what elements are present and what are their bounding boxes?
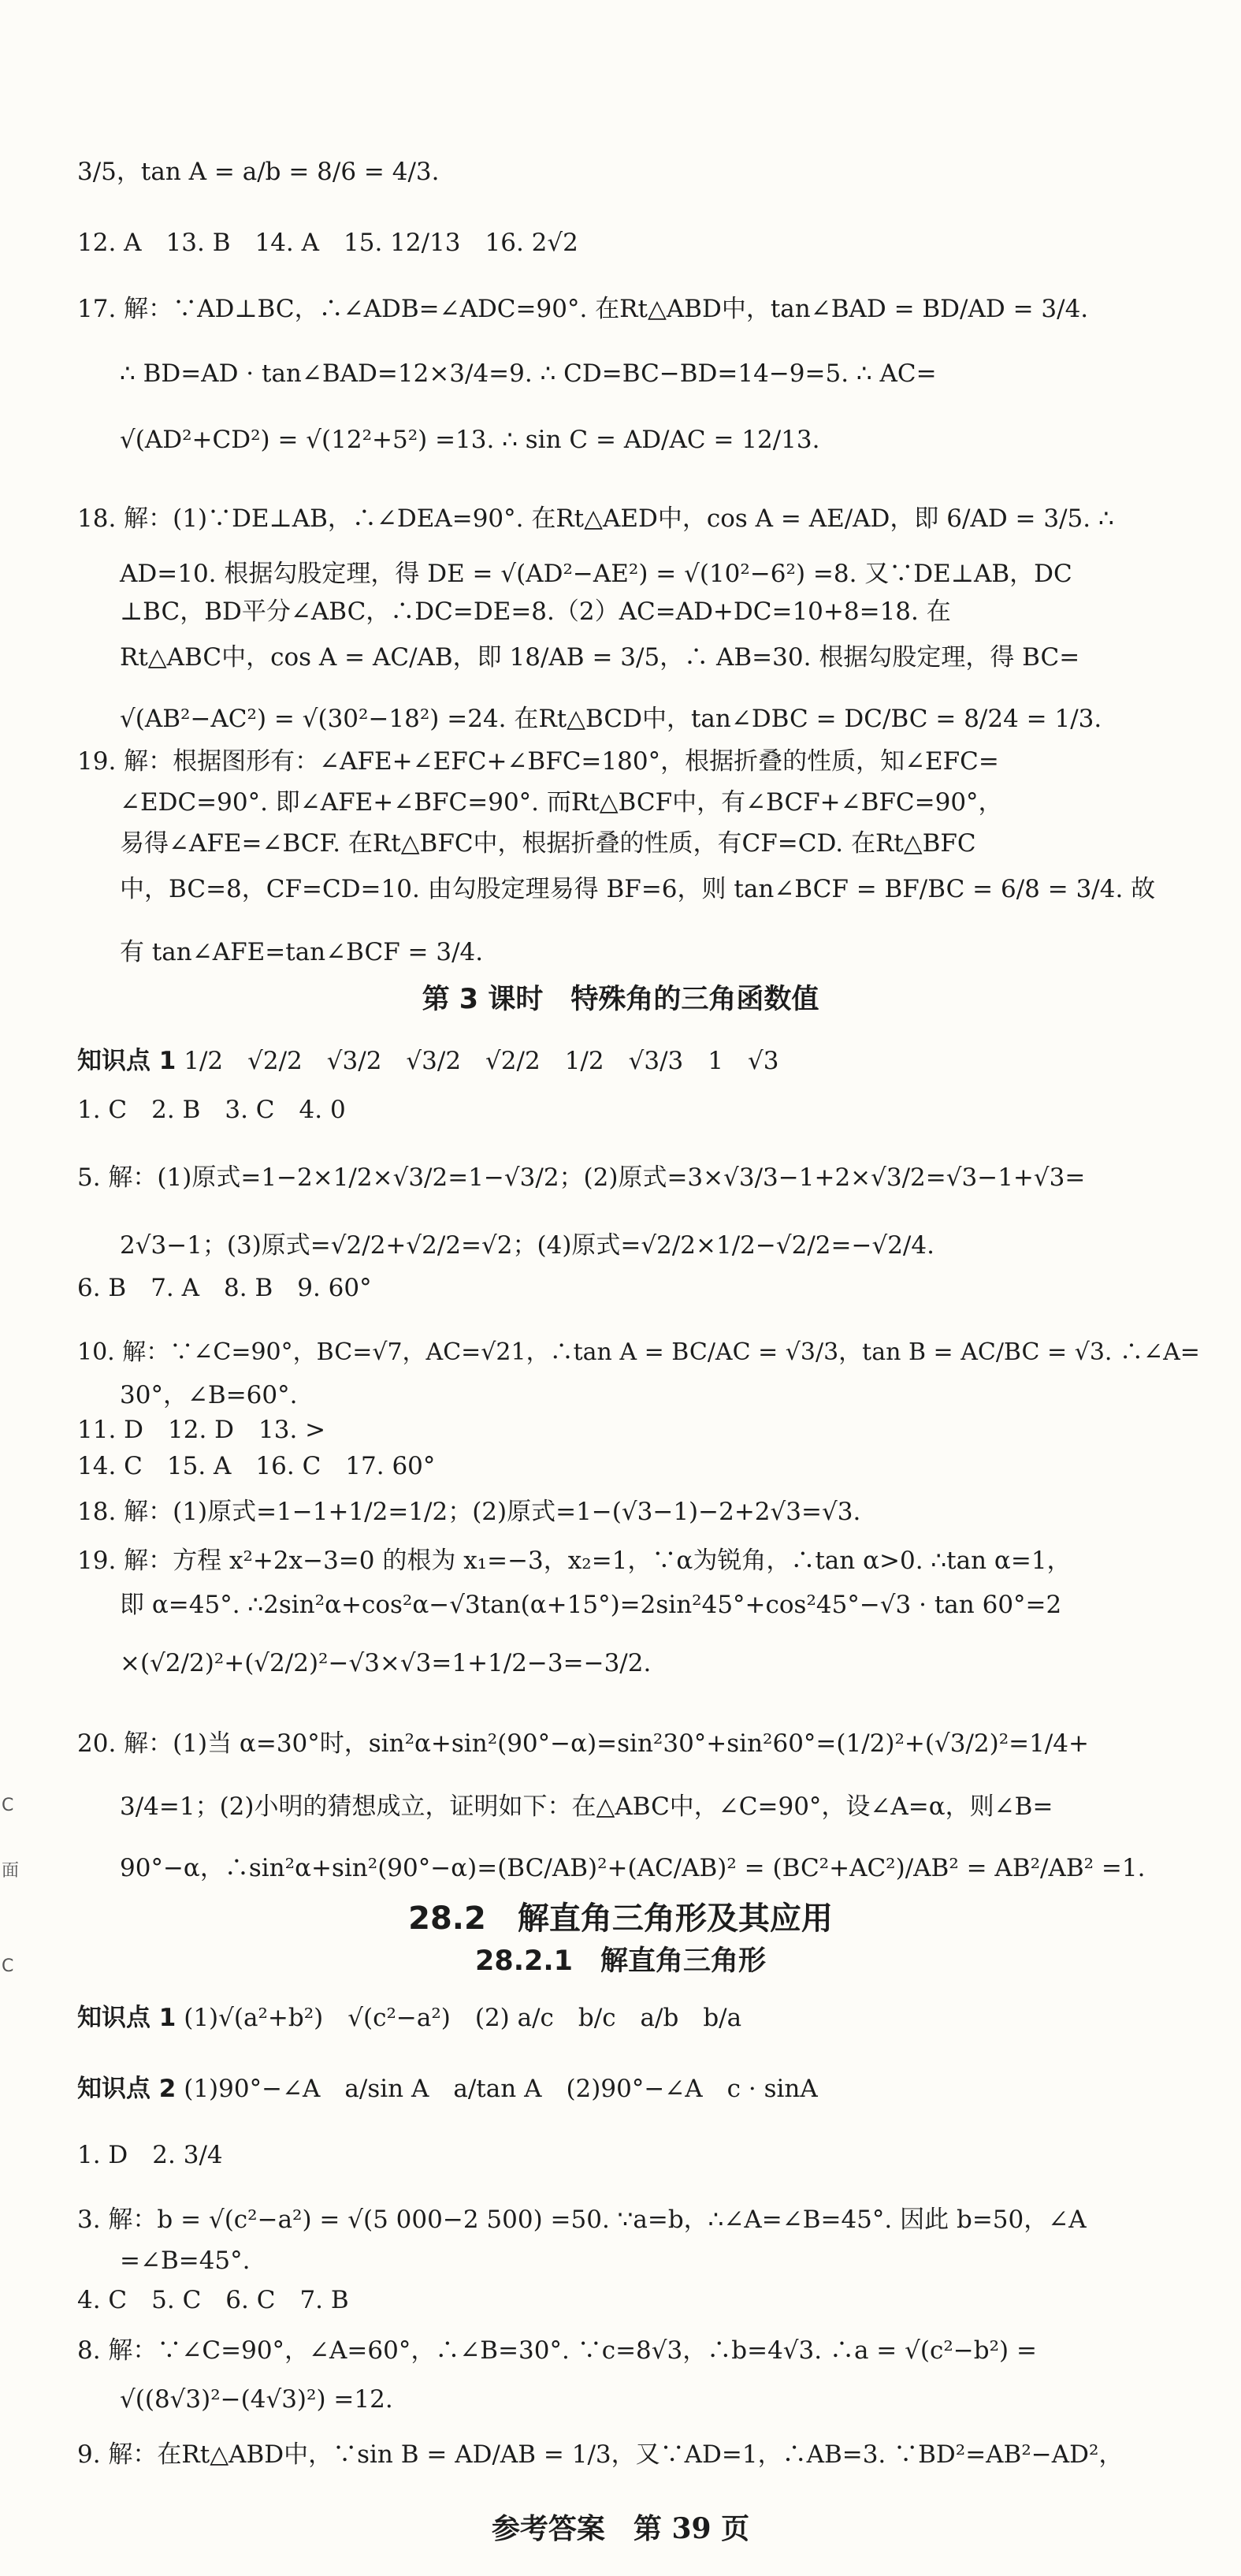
knowledge-point-label: 知识点 1 xyxy=(77,2004,176,2032)
knowledge-point-label: 知识点 1 xyxy=(77,1047,176,1075)
answer-line: 1. C 2. B 3. C 4. 0 xyxy=(77,1096,346,1124)
answer-line: 17. 解：∵AD⊥BC，∴∠ADB=∠ADC=90°. 在Rt△ABD中，tan∠BAD = BD/AD = 3/4. xyxy=(77,295,1089,323)
answer-line: 18. 解：(1)原式=1−1+1/2=1/2；(2)原式=1−(√3−1)−2+2√3=√3. xyxy=(77,1498,861,1526)
answer-line: 即 α=45°. ∴2sin²α+cos²α−√3tan(α+15°)=2sin²45°+cos²45°−√3 · tan 60°=2 xyxy=(120,1591,1062,1619)
section-heading: 28.2 解直角三角形及其应用 xyxy=(408,1900,833,1937)
answer-line: AD=10. 根据勾股定理，得 DE = √(AD²−AE²) = √(10²−6²) =8. 又∵DE⊥AB，DC xyxy=(120,560,1072,588)
margin-mark: C xyxy=(2,1796,14,1815)
answer-line: ∴ BD=AD · tan∠BAD=12×3/4=9. ∴ CD=BC−BD=14−9=5. ∴ AC= xyxy=(120,359,937,388)
answer-line: 19. 解：根据图形有：∠AFE+∠EFC+∠BFC=180°，根据折叠的性质，知∠EFC= xyxy=(77,747,999,776)
margin-mark: C xyxy=(2,1956,14,1976)
knowledge-point-values: 1/2 √2/2 √3/2 √3/2 √2/2 1/2 √3/3 1 √3 xyxy=(184,1047,779,1075)
answer-line: 易得∠AFE=∠BCF. 在Rt△BFC中，根据折叠的性质，有CF=CD. 在Rt△BFC xyxy=(120,829,976,858)
knowledge-point-values: (1)√(a²+b²) √(c²−a²) (2) a/c b/c a/b b/a xyxy=(184,2004,742,2032)
knowledge-point-label: 知识点 2 xyxy=(77,2075,176,2103)
answer-line: 19. 解：方程 x²+2x−3=0 的根为 x₁=−3，x₂=1，∵α为锐角，∴tan α>0. ∴tan α=1， xyxy=(77,1547,1072,1575)
answer-line: 12. A 13. B 14. A 15. 12/13 16. 2√2 xyxy=(77,229,578,257)
answer-line: 9. 解：在Rt△ABD中，∵sin B = AD/AB = 1/3，又∵AD=1，∴AB=3. ∵BD²=AB²−AD²， xyxy=(77,2440,1124,2469)
page-footer: 参考答案 第 39 页 xyxy=(491,2512,750,2545)
answer-line: 14. C 15. A 16. C 17. 60° xyxy=(77,1452,436,1480)
answer-line: 4. C 5. C 6. C 7. B xyxy=(77,2286,349,2314)
answer-line: 有 tan∠AFE=tan∠BCF = 3/4. xyxy=(120,938,484,966)
margin-mark: 面 xyxy=(2,1861,20,1881)
answer-line: 中，BC=8，CF=CD=10. 由勾股定理易得 BF=6，则 tan∠BCF = BF/BC = 6/8 = 3/4. 故 xyxy=(120,875,1156,903)
answer-line: 1. D 2. 3/4 xyxy=(77,2141,223,2169)
answer-line: 18. 解：(1)∵DE⊥AB，∴∠DEA=90°. 在Rt△AED中，cos A = AE/AD，即 6/AD = 3/5. ∴ xyxy=(77,504,1114,533)
answer-line: 8. 解：∵∠C=90°，∠A=60°，∴∠B=30°. ∵c=8√3，∴b=4√3. ∴a = √(c²−b²) = xyxy=(77,2336,1037,2365)
answer-line: √(AB²−AC²) = √(30²−18²) =24. 在Rt△BCD中，tan∠DBC = DC/BC = 8/24 = 1/3. xyxy=(120,705,1102,733)
answer-line: =∠B=45°. xyxy=(120,2247,251,2275)
lesson-heading: 第 3 课时 特殊角的三角函数值 xyxy=(422,984,819,1015)
knowledge-point-line xyxy=(77,2001,741,2035)
answer-line: 5. 解：(1)原式=1−2×1/2×√3/2=1−√3/2；(2)原式=3×√3/3−1+2×√3/2=√3−1+√3= xyxy=(77,1163,1086,1192)
knowledge-point-line xyxy=(77,2072,818,2106)
answer-line: 3. 解：b = √(c²−a²) = √(5 000−2 500) =50. ∵a=b，∴∠A=∠B=45°. 因此 b=50，∠A xyxy=(77,2206,1087,2234)
answer-line: ⊥BC，BD平分∠ABC，∴DC=DE=8.（2）AC=AD+DC=10+8=18. 在 xyxy=(120,597,951,626)
answer-line: 3/5，tan A = a/b = 8/6 = 4/3. xyxy=(77,158,440,186)
answer-line: 11. D 12. D 13. > xyxy=(77,1416,326,1444)
knowledge-point-line xyxy=(77,1044,778,1078)
answer-line: ∠EDC=90°. 即∠AFE+∠BFC=90°. 而Rt△BCF中，有∠BCF+∠BFC=90°， xyxy=(120,788,1003,817)
subsection-heading: 28.2.1 解直角三角形 xyxy=(474,1945,766,1977)
answer-line: 10. 解：∵∠C=90°，BC=√7，AC=√21，∴tan A = BC/AC = √3/3，tan B = AC/BC = √3. ∴∠A= xyxy=(77,1338,1200,1366)
answer-line: ×(√2/2)²+(√2/2)²−√3×√3=1+1/2−3=−3/2. xyxy=(120,1649,652,1677)
answer-line: √(AD²+CD²) = √(12²+5²) =13. ∴ sin C = AD/AC = 12/13. xyxy=(120,426,820,454)
answer-line: 90°−α，∴sin²α+sin²(90°−α)=(BC/AB)²+(AC/AB)² = (BC²+AC²)/AB² = AB²/AB² =1. xyxy=(120,1854,1146,1882)
answer-line: 2√3−1；(3)原式=√2/2+√2/2=√2；(4)原式=√2/2×1/2−√2/2=−√2/4. xyxy=(120,1231,934,1260)
answer-line: 30°，∠B=60°. xyxy=(120,1381,298,1409)
answer-line: √((8√3)²−(4√3)²) =12. xyxy=(120,2385,393,2414)
knowledge-point-values: (1)90°−∠A a/sin A a/tan A (2)90°−∠A c · sinA xyxy=(184,2075,818,2103)
answer-line: 3/4=1；(2)小明的猜想成立，证明如下：在△ABC中，∠C=90°，设∠A=α，则∠B= xyxy=(120,1792,1053,1821)
answer-line: Rt△ABC中，cos A = AC/AB，即 18/AB = 3/5，∴ AB=30. 根据勾股定理，得 BC= xyxy=(120,643,1080,672)
answer-line: 20. 解：(1)当 α=30°时，sin²α+sin²(90°−α)=sin²30°+sin²60°=(1/2)²+(√3/2)²=1/4+ xyxy=(77,1729,1089,1758)
answer-line: 6. B 7. A 8. B 9. 60° xyxy=(77,1274,372,1302)
